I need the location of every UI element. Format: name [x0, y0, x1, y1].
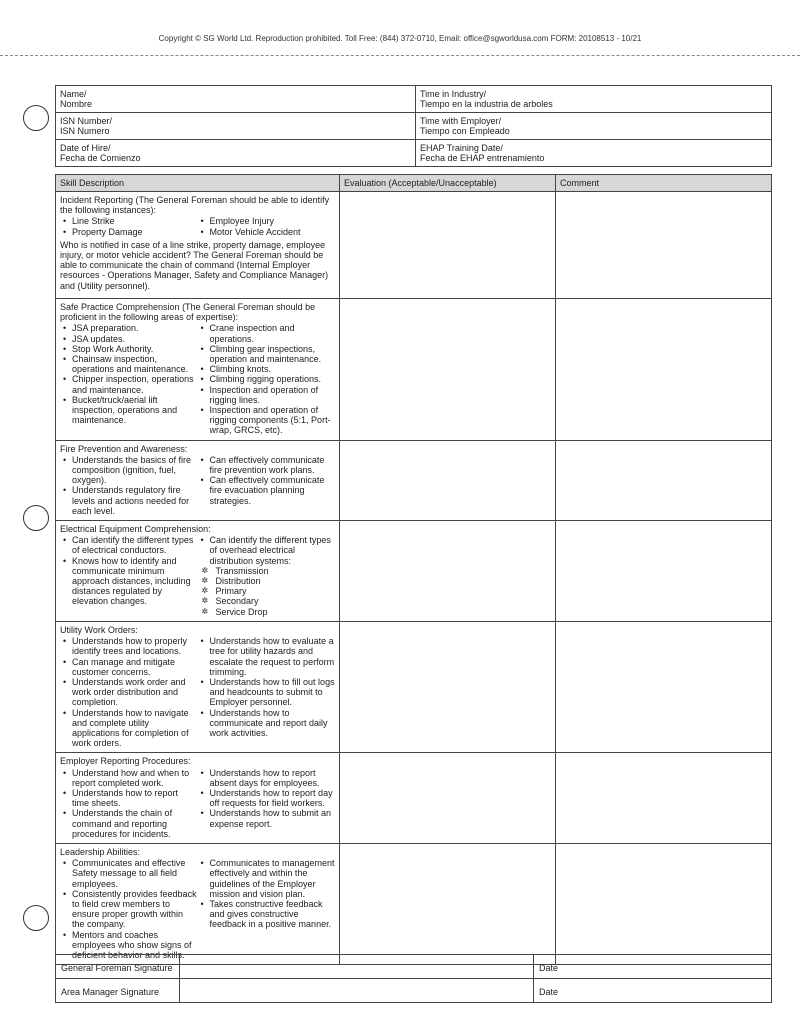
signature-table: [55, 954, 772, 1003]
skill-sub-bullet: ✲ Secondary: [198, 596, 336, 606]
skill-row: [56, 621, 772, 752]
signature-row-general-foreman: [56, 955, 772, 979]
skill-bullet: • Property Damage: [60, 227, 198, 237]
skill-bullet: • Can effectively communicate fire evacuation planning strategies.: [198, 475, 336, 506]
signature-label: General Foreman Signature: [56, 955, 180, 979]
skill-bullet: • Inspection and operation of rigging lines.: [198, 385, 336, 405]
skill-bullet: • Understands how to report absent days for employees.: [198, 768, 336, 788]
skill-bullet: • Understands the chain of command and reporting procedures for incidents.: [60, 808, 198, 839]
comment-field[interactable]: [556, 299, 772, 441]
area-manager-date-field[interactable]: Date: [534, 979, 772, 1003]
skill-bullet: • Understands how to report time sheets.: [60, 788, 198, 808]
employee-info-table: [55, 85, 772, 167]
binder-hole-icon: [23, 905, 49, 931]
header-comment: Comment: [556, 175, 772, 192]
skill-bullet: • Understands how to submit an expense report.: [198, 808, 336, 828]
time-in-industry-field[interactable]: Time in Industry/ Tiempo en la industria de arboles: [416, 86, 772, 113]
skill-bullet-columns: [60, 858, 335, 960]
skill-bullet: • Chipper inspection, operations and maintenance.: [60, 374, 198, 394]
date-of-hire-field[interactable]: Date of Hire/ Fecha de Comienzo: [56, 140, 416, 167]
comment-field[interactable]: [556, 521, 772, 622]
skill-bullet: • Crane inspection and operations.: [198, 323, 336, 343]
skill-bullets-right: [198, 768, 336, 839]
skill-bullet: • Can identify the different types of electrical conductors.: [60, 535, 198, 555]
evaluation-field[interactable]: [340, 299, 556, 441]
time-with-employer-field[interactable]: Time with Employer/ Tiempo con Empleado: [416, 113, 772, 140]
skill-bullet: • Climbing rigging operations.: [198, 374, 336, 384]
skill-bullet: • Can effectively communicate fire prevention work plans.: [198, 455, 336, 475]
skill-bullet-columns: [60, 768, 335, 839]
skill-bullet: • JSA preparation.: [60, 323, 198, 333]
comment-field[interactable]: [556, 192, 772, 299]
skill-bullet: • Climbing gear inspections, operation and maintenance.: [198, 344, 336, 364]
skill-title: Employer Reporting Procedures:: [60, 756, 191, 767]
skill-title: Safe Practice Comprehension (The General Foreman should be proficient in the following areas of expertise):: [60, 302, 316, 323]
info-row-name: [56, 86, 772, 113]
signature-label: Area Manager Signature: [56, 979, 180, 1003]
skill-title: Utility Work Orders:: [60, 624, 138, 635]
skill-row: [56, 843, 772, 964]
skill-bullet: • Understands regulatory fire levels and actions needed for each level.: [60, 485, 198, 516]
skill-description-cell: [56, 440, 340, 520]
skills-evaluation-table: [55, 174, 772, 965]
info-row-dates: [56, 140, 772, 167]
skill-bullets-right: [198, 636, 336, 748]
isn-number-field[interactable]: ISN Number/ ISN Numero: [56, 113, 416, 140]
skill-bullets-left: [60, 216, 198, 236]
skill-bullet: • JSA updates.: [60, 334, 198, 344]
skill-description-cell: [56, 843, 340, 964]
skill-bullet-columns: [60, 323, 335, 435]
skill-bullets-left: [60, 323, 198, 435]
skill-bullet: • Mentors and coaches employees who show signs of deficient behavior and skills.: [60, 930, 198, 961]
comment-field[interactable]: [556, 753, 772, 844]
skill-bullet: • Stop Work Authority.: [60, 344, 198, 354]
skill-bullet: • Takes constructive feedback and gives constructive feedback in a positive manner.: [198, 899, 336, 930]
skill-bullet: • Understands how to navigate and complete utility applications for completion of work orders.: [60, 708, 198, 749]
comment-field[interactable]: [556, 621, 772, 752]
skill-bullet-columns: [60, 636, 335, 748]
area-manager-signature-field[interactable]: [180, 979, 534, 1003]
binder-hole-icon: [23, 505, 49, 531]
header-evaluation: Evaluation (Acceptable/Unacceptable): [340, 175, 556, 192]
skill-bullet: • Employee Injury: [198, 216, 336, 226]
skill-bullet: • Understands work order and work order distribution and completion.: [60, 677, 198, 708]
skill-bullet: • Communicates to management effectively and within the guidelines of the Employer mission and vision plan.: [198, 858, 336, 899]
skill-bullet: • Understands how to communicate and report daily work activities.: [198, 708, 336, 739]
perforation-line: [0, 55, 800, 56]
skill-description-cell: [56, 521, 340, 622]
skill-bullet: • Bucket/truck/aerial lift inspection, operations and maintenance.: [60, 395, 198, 426]
skill-description-cell: [56, 753, 340, 844]
skill-description-cell: [56, 299, 340, 441]
skill-row: [56, 299, 772, 441]
skill-bullet: • Communicates and effective Safety message to all field employees.: [60, 858, 198, 889]
skill-bullets-left: [60, 858, 198, 960]
skill-row: [56, 521, 772, 622]
skill-title: Electrical Equipment Comprehension:: [60, 524, 211, 535]
info-row-isn: [56, 113, 772, 140]
skill-bullet: • Motor Vehicle Accident: [198, 227, 336, 237]
comment-field[interactable]: [556, 440, 772, 520]
ehap-training-date-field[interactable]: EHAP Training Date/ Fecha de EHAP entrenamiento: [416, 140, 772, 167]
general-foreman-signature-field[interactable]: [180, 955, 534, 979]
evaluation-field[interactable]: [340, 440, 556, 520]
evaluation-field[interactable]: [340, 521, 556, 622]
skill-bullet: • Line Strike: [60, 216, 198, 226]
skill-bullets-right: [198, 455, 336, 516]
skill-bullets-left: [60, 768, 198, 839]
skill-bullets-left: [60, 636, 198, 748]
skill-bullet-columns: [60, 455, 335, 516]
skill-bullet: • Consistently provides feedback to field crew members to ensure proper growth within the company.: [60, 889, 198, 930]
evaluation-field[interactable]: [340, 753, 556, 844]
skill-sub-bullet: ✲ Primary: [198, 586, 336, 596]
skill-bullets-left: [60, 455, 198, 516]
skill-bullet: • Understands how to properly identify trees and locations.: [60, 636, 198, 656]
skill-bullet-columns: [60, 216, 335, 236]
evaluation-field[interactable]: [340, 843, 556, 964]
skill-bullet-columns: [60, 535, 335, 617]
skill-row: [56, 192, 772, 299]
skill-description-cell: [56, 621, 340, 752]
evaluation-field[interactable]: [340, 621, 556, 752]
skill-bullet: • Can identify the different types of overhead electrical distribution systems:: [198, 535, 336, 566]
signature-row-area-manager: [56, 979, 772, 1003]
skill-note: Who is notified in case of a line strike, property damage, employee injury, or motor vehicle accident? The General Foreman should be able to communicate the chain of command (Internal Employer resources - Operations Manager, Safety and Compliance Manager) and (Utility personnel).: [60, 239, 329, 291]
comment-field[interactable]: [556, 843, 772, 964]
skill-bullet: • Chainsaw inspection, operations and maintenance.: [60, 354, 198, 374]
skill-bullet: • Can manage and mitigate customer concerns.: [60, 657, 198, 677]
header-skill-description: Skill Description: [56, 175, 340, 192]
skill-bullets-right: [198, 535, 336, 617]
skill-bullet: • Understands how to fill out logs and headcounts to submit to Employer personnel.: [198, 677, 336, 708]
general-foreman-date-field[interactable]: Date: [534, 955, 772, 979]
skill-sub-bullet: ✲ Transmission: [198, 566, 336, 576]
skill-bullet: • Climbing knots.: [198, 364, 336, 374]
binder-hole-icon: [23, 105, 49, 131]
skill-bullet: • Knows how to identify and communicate minimum approach distances, including distances regulated by elevation changes.: [60, 556, 198, 607]
skill-title: Fire Prevention and Awareness:: [60, 443, 188, 454]
skill-title: Leadership Abilities:: [60, 846, 141, 857]
skill-sub-bullet: ✲ Service Drop: [198, 607, 336, 617]
skill-sub-bullet: ✲ Distribution: [198, 576, 336, 586]
copyright-notice: Copyright © SG World Ltd. Reproduction prohibited. Toll Free: (844) 372-0710, Email: office@sgworldusa.com FORM: 20108513 - 10/21: [158, 34, 642, 43]
skill-bullets-right: [198, 858, 336, 960]
skill-bullets-left: [60, 535, 198, 617]
skill-bullet: • Understand how and when to report completed work.: [60, 768, 198, 788]
skill-bullet: • Understands how to evaluate a tree for utility hazards and escalate the request to perform trimming.: [198, 636, 336, 677]
skill-bullets-right: [198, 323, 336, 435]
skill-bullet: • Understands how to report day off requests for field workers.: [198, 788, 336, 808]
skill-row: [56, 440, 772, 520]
skill-bullet: • Understands the basics of fire composition (ignition, fuel, oxygen).: [60, 455, 198, 486]
skill-title: Incident Reporting (The General Foreman should be able to identify the following instances):: [60, 195, 330, 216]
evaluation-field[interactable]: [340, 192, 556, 299]
skill-row: [56, 753, 772, 844]
skill-bullet: • Inspection and operation of rigging components (5:1, Port-wrap, GRCS, etc).: [198, 405, 336, 436]
name-field[interactable]: Name/ Nombre: [56, 86, 416, 113]
skill-description-cell: [56, 192, 340, 299]
skill-bullets-right: [198, 216, 336, 236]
